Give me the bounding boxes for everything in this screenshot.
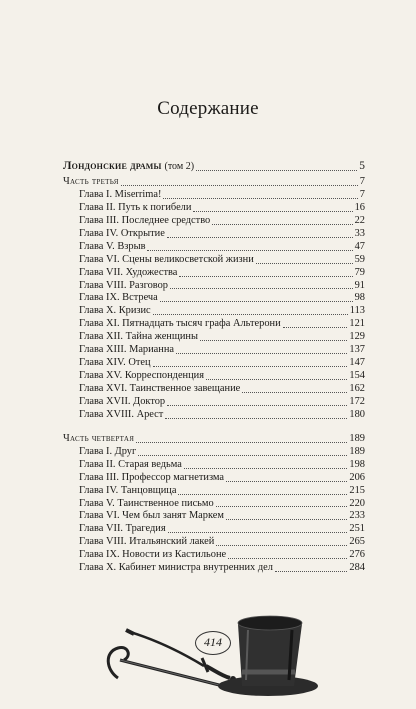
- chapter-title: Глава VI. Сцены великосветской жизни: [79, 253, 254, 265]
- toc-chapter-entry[interactable]: [63, 318, 365, 331]
- dot-leader: [196, 169, 357, 171]
- chapter-page-number: 59: [354, 253, 365, 265]
- chapter-title: Глава V. Таинственное письмо: [79, 497, 214, 509]
- dot-leader: [179, 275, 352, 277]
- dot-leader: [228, 557, 347, 559]
- toc-chapter-entry[interactable]: [63, 498, 365, 511]
- dot-leader: [165, 417, 347, 419]
- dot-leader: [153, 365, 348, 367]
- dot-leader: [167, 236, 353, 238]
- chapter-page-number: 215: [349, 484, 365, 496]
- book-page-number: 5: [359, 160, 365, 172]
- chapter-page-number: 251: [349, 523, 365, 535]
- chapter-page-number: 7: [359, 188, 365, 200]
- chapter-page-number: 22: [354, 214, 365, 226]
- part-page-number: 189: [349, 432, 365, 444]
- dot-leader: [121, 184, 358, 186]
- chapter-page-number: 233: [349, 510, 365, 522]
- toc-chapter-entry[interactable]: [63, 472, 365, 485]
- chapter-title: Глава VII. Художества: [79, 266, 178, 278]
- dot-leader: [283, 326, 348, 328]
- chapter-title: Глава IV. Танцовщица: [79, 484, 177, 496]
- chapter-title: Глава XV. Корреспонденция: [79, 370, 205, 382]
- dot-leader: [163, 197, 357, 199]
- dot-leader: [275, 570, 348, 572]
- toc-chapter-entry[interactable]: [63, 549, 365, 562]
- dot-leader: [184, 467, 348, 469]
- part-page-number: 7: [359, 176, 365, 187]
- chapter-page-number: 189: [349, 445, 365, 457]
- chapter-page-number: 198: [349, 458, 365, 470]
- book-title-wrap: [63, 158, 194, 175]
- chapter-page-number: 220: [349, 497, 365, 509]
- chapter-title: Глава X. Кризис: [79, 305, 151, 317]
- chapter-title: Глава I. Miserrima!: [79, 188, 162, 200]
- toc-chapter-entry[interactable]: [63, 446, 365, 459]
- toc-chapter-entry[interactable]: [63, 370, 365, 383]
- toc-chapter-entry[interactable]: [63, 241, 365, 254]
- toc-chapter-entry[interactable]: [63, 409, 365, 422]
- chapter-page-number: 265: [349, 536, 365, 548]
- toc-chapter-entry[interactable]: [63, 383, 365, 396]
- chapter-page-number: 98: [354, 292, 365, 304]
- dot-leader: [147, 249, 352, 251]
- chapter-title: Глава X. Кабинет министра внутренних дел: [79, 562, 273, 574]
- chapter-page-number: 172: [349, 395, 365, 407]
- toc-chapter-entry[interactable]: [63, 280, 365, 293]
- chapter-title: Глава XVI. Таинственное завещание: [79, 383, 241, 394]
- chapter-page-number: 33: [354, 227, 365, 239]
- chapter-title: Глава III. Последнее средство: [79, 214, 211, 226]
- toc-chapter-entry[interactable]: [63, 357, 365, 370]
- toc-parts: [63, 176, 365, 575]
- chapter-page-number: 121: [349, 318, 365, 330]
- dot-leader: [216, 505, 348, 507]
- chapter-title: Глава VI. Чем был занят Маркем: [79, 510, 224, 522]
- toc-chapter-entry[interactable]: [63, 562, 365, 575]
- chapter-title: Глава VIII. Итальянский лакей: [79, 536, 215, 548]
- dot-leader: [153, 313, 348, 315]
- dot-leader: [168, 531, 348, 533]
- toc-chapter-entry[interactable]: [63, 202, 365, 215]
- dot-leader: [242, 391, 347, 393]
- toc-chapter-entry[interactable]: [63, 292, 365, 305]
- chapter-page-number: 162: [349, 383, 365, 394]
- toc-book-entry[interactable]: [63, 158, 365, 174]
- chapter-page-number: 113: [349, 305, 365, 317]
- chapter-title: Глава IX. Встреча: [79, 292, 158, 304]
- dot-leader: [226, 518, 347, 520]
- chapter-page-number: 180: [349, 408, 365, 420]
- dot-leader: [193, 210, 352, 212]
- toc-chapter-entry[interactable]: [63, 536, 365, 549]
- chapter-title: Глава VIII. Разговор: [79, 279, 168, 291]
- dot-leader: [167, 404, 347, 406]
- chapter-page-number: 276: [349, 549, 365, 561]
- book-volume: (том 2): [164, 161, 195, 172]
- part-spacer: [63, 422, 365, 431]
- toc-part-entry[interactable]: [63, 433, 365, 446]
- dot-leader: [138, 454, 347, 456]
- chapter-title: Глава IX. Новости из Кастильоне: [79, 549, 227, 561]
- chapter-title: Глава XIV. Отец: [79, 357, 151, 369]
- toc-chapter-entry[interactable]: [63, 215, 365, 228]
- table-of-contents: [63, 158, 365, 575]
- dot-leader: [216, 544, 347, 546]
- chapter-title: Глава VII. Трагедия: [79, 523, 166, 535]
- dot-leader: [212, 223, 352, 225]
- chapter-title: Глава XI. Пятнадцать тысяч графа Альтерони: [79, 318, 281, 330]
- chapter-title: Глава I. Друг: [79, 445, 137, 457]
- toc-chapter-entry[interactable]: [63, 254, 365, 267]
- chapter-title: Глава II. Старая ведьма: [79, 458, 182, 470]
- chapter-page-number: 129: [349, 331, 365, 343]
- top-hat-icon: [218, 616, 318, 696]
- toc-chapter-entry[interactable]: [63, 305, 365, 318]
- dot-leader: [226, 480, 347, 482]
- dot-leader: [170, 287, 353, 289]
- dot-leader: [200, 339, 347, 341]
- dot-leader: [206, 378, 347, 380]
- toc-chapter-entry[interactable]: [63, 267, 365, 280]
- toc-chapter-entry[interactable]: [63, 344, 365, 357]
- chapter-title: Глава V. Взрыв: [79, 240, 146, 252]
- toc-chapter-entry[interactable]: [63, 228, 365, 241]
- part-title: Часть четвертая: [63, 432, 135, 444]
- dot-leader: [256, 262, 353, 264]
- dot-leader: [178, 493, 347, 495]
- toc-chapter-entry[interactable]: [63, 331, 365, 344]
- toc-chapter-entry[interactable]: [63, 523, 365, 536]
- chapter-title: Глава III. Профессор магнетизма: [79, 471, 225, 483]
- dot-leader: [136, 441, 347, 443]
- chapter-page-number: 137: [349, 344, 365, 356]
- chapter-page-number: 284: [349, 562, 365, 574]
- page-title: Содержание: [157, 98, 259, 119]
- dot-leader: [176, 352, 347, 354]
- dot-leader: [160, 300, 353, 302]
- toc-chapter-entry[interactable]: [63, 485, 365, 498]
- chapter-title: Глава XVII. Доктор: [79, 395, 166, 407]
- chapter-title: Глава XIII. Марианна: [79, 344, 175, 356]
- chapter-page-number: 147: [349, 357, 365, 369]
- chapter-page-number: 79: [354, 266, 365, 278]
- chapter-page-number: 47: [354, 240, 365, 252]
- chapter-title: Глава XVIII. Арест: [79, 408, 164, 420]
- chapter-title: Глава XII. Тайна женщины: [79, 331, 198, 343]
- page-number-badge: 414: [195, 631, 231, 655]
- toc-chapter-entry[interactable]: [63, 189, 365, 202]
- chapter-page-number: 91: [354, 279, 365, 291]
- chapter-page-number: 154: [349, 370, 365, 382]
- toc-chapter-entry[interactable]: [63, 396, 365, 409]
- toc-chapter-entry[interactable]: [63, 510, 365, 523]
- chapter-page-number: 16: [354, 201, 365, 213]
- part-title: Часть третья: [63, 176, 119, 187]
- toc-part-entry[interactable]: [63, 176, 365, 189]
- chapter-page-number: 206: [349, 471, 365, 483]
- toc-chapter-entry[interactable]: [63, 459, 365, 472]
- chapter-title: Глава IV. Открытие: [79, 227, 165, 239]
- book-title: Лондонские драмы: [63, 160, 162, 172]
- chapter-title: Глава II. Путь к погибели: [79, 201, 192, 213]
